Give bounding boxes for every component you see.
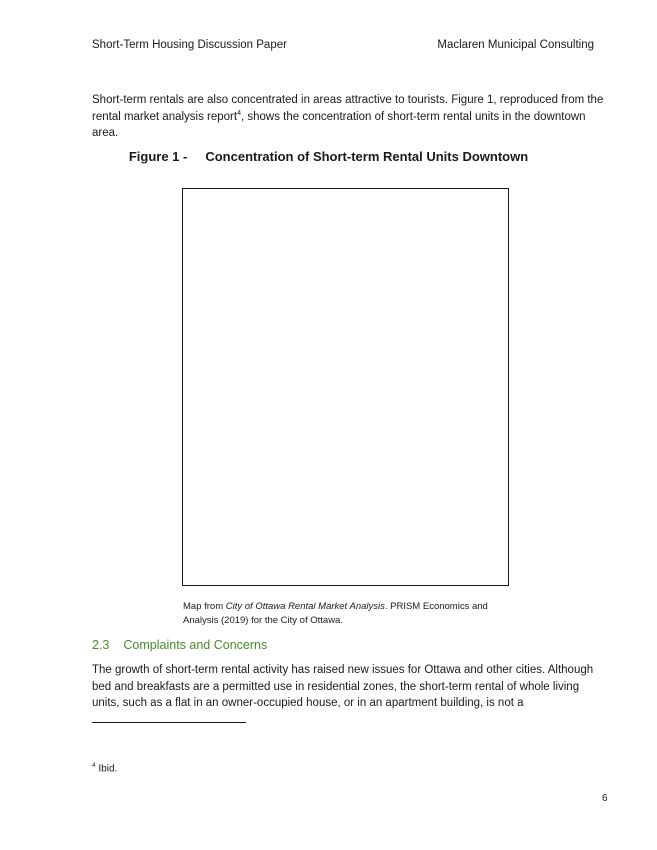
section-title: Complaints and Concerns <box>123 638 268 652</box>
footnote-text: Ibid. <box>95 763 118 775</box>
section-heading <box>92 638 267 652</box>
intro-paragraph <box>92 92 607 142</box>
section-body-paragraph: The growth of short-term rental activity has raised new issues for Ottawa and other cities. Although bed and breakfasts are a permitted use in residential zones, the short-term rental of whole living units, such as a flat in an owner-occupied house, or in an apartment building, is not a <box>92 664 594 709</box>
page-number: 6 <box>602 793 608 804</box>
figure-title <box>0 149 657 164</box>
intro-text-end: , shows the concentration of short-term rental units in the downtown area. <box>92 110 586 139</box>
figure-title-text: Concentration of Short-term Rental Units Downtown <box>205 149 529 164</box>
caption-prefix: Map from <box>183 601 226 612</box>
map-figure-frame <box>182 188 509 586</box>
footnote-marker: 4 <box>92 762 96 769</box>
section-number: 2.3 <box>92 638 110 652</box>
figure-number: Figure 1 - <box>128 149 188 164</box>
figure-caption <box>183 600 513 627</box>
footnote-separator <box>92 722 246 723</box>
intro-text-start: Short-term rentals are also concentrated in areas attractive to tourists. Figure 1, reproduced from the rental market analysis report <box>92 94 604 123</box>
running-header-author: Maclaren Municipal Consulting <box>437 39 594 51</box>
running-header-title: Short-Term Housing Discussion Paper <box>92 39 287 51</box>
footnote <box>92 762 117 774</box>
footnote-reference[interactable]: 4 <box>237 109 241 117</box>
caption-source-title: City of Ottawa Rental Market Analysis <box>225 601 385 612</box>
caption-suffix: . PRISM Economics and Analysis (2019) for the City of Ottawa. <box>183 601 488 626</box>
